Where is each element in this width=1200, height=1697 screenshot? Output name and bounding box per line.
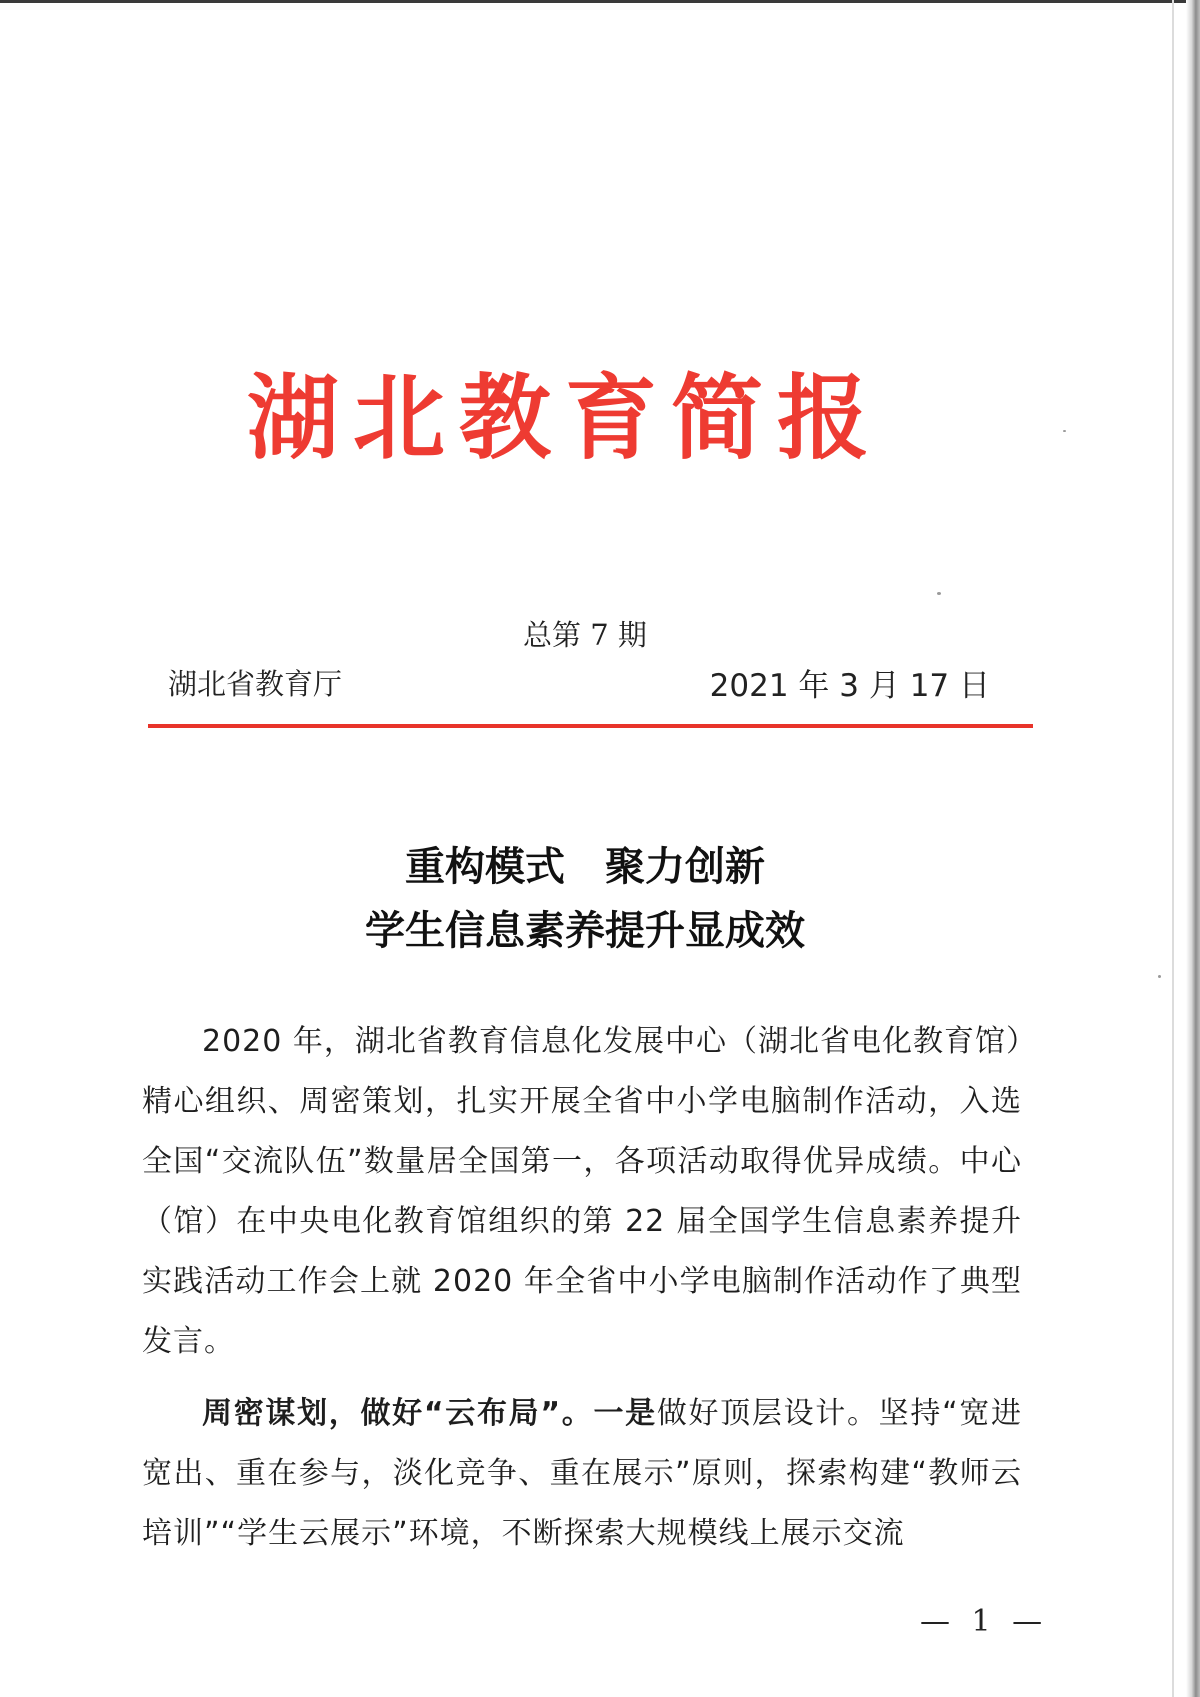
paragraph-section-1 (142, 1384, 1022, 1564)
scan-edge-line (1172, 0, 1174, 1697)
article-body (142, 1012, 1022, 1564)
headline-line-2: 学生信息素养提升显成效 (365, 907, 805, 954)
masthead-title: 湖北教育简报 (246, 364, 883, 472)
scan-speck (1063, 430, 1066, 432)
scan-speck (1158, 975, 1161, 978)
scan-edge-right (1186, 0, 1200, 1697)
masthead-divider (148, 724, 1033, 728)
headline-line-1: 重构模式 聚力创新 (405, 843, 765, 890)
publisher-name: 湖北省教育厅 (168, 667, 343, 701)
scan-speck (937, 592, 941, 595)
publish-date: 2021 年 3 月 17 日 (709, 668, 990, 704)
paragraph-lead: 周密谋划，做好“云布局”。一是 (202, 1396, 657, 1431)
paragraph-text: 做好顶层设计。坚持“宽进宽出、重在参与，淡化竞争、重在展示”原则，探索构建“教师云培训”“学生云展示”环境，不断探索大规模线上展示交流 (142, 1396, 1022, 1551)
paragraph-intro: 2020 年，湖北省教育信息化发展中心（湖北省电化教育馆）精心组织、周密策划，扎实开展全省中小学电脑制作活动，入选全国“交流队伍”数量居全国第一，各项活动取得优异成绩。中心（馆）在中央电化教育馆组织的第 22 届全国学生信息素养提升实践活动工作会上就 2020 年全省中小学电脑制作活动作了典型发言。 (142, 1024, 1022, 1359)
article-headline (0, 835, 1170, 963)
scan-edge-top (0, 0, 1200, 3)
issue-number: 总第 7 期 (523, 618, 647, 652)
page-number: — 1 — (920, 1604, 1049, 1639)
